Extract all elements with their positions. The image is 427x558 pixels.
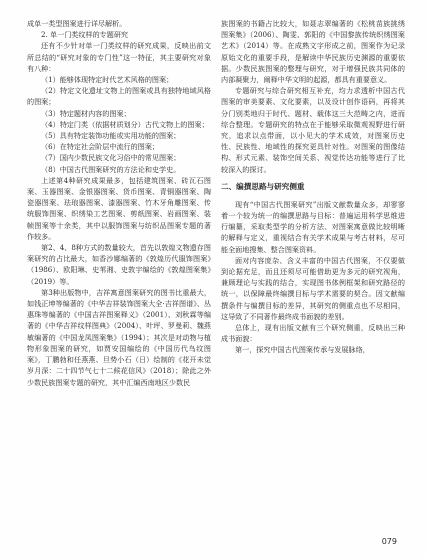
paragraph: （2）特定文化遗址文物上的图案或具有独特地域风格的图案； [27,86,211,107]
paragraph: 第2、4、8种方式的数量较大，首先以敦煌文物遗存图案研究的占比最大，如香沙娜编著的《敦煌历代服饰图案》（1986）、欧阳琳、史苇湘、史敦宇编绘的《敦煌图案集》（2019）等。 [27,243,211,286]
paragraph: （1）能够体现特定时代艺术风格的图案； [41,75,174,85]
section-heading: 二、编撰思路与研究侧重 [221,181,305,191]
paragraph: （6）在特定社会阶层中流行的图案； [41,142,160,152]
paragraph: 第3种出版物中，吉祥寓意图案研究的图书比重最大，如钱正坤等编著的《中华吉祥装饰图案大全·吉祥图谱》、丛惠珠等编著的《中国吉祥图案释义》（2001）、刘秋霖等编著的《中华吉祥纹样图典》（2004）、叶坪、罗曼莉、魏燕敏编著的《中国龙凤图案集》（1994）；其次是对动物与植物形象图案的研究，如贾安国编绘的《中国历代鸟纹图案》，丁鹏勃和任燕燕、旦势小石（日）绘制的《花开未觉岁月深：二十四节气七十二候花信风》（2018）；除此之外少数民族图案专题的研究，其中汇编西南地区少数民 [27,287,211,387]
paragraph: （3）特定题材内容的图案； [41,108,131,118]
paragraph: 2. 单一门类纹样的专题研究 [41,30,129,40]
paragraph: 族图案的书籍占比较大，如聂志翠编著的《松桃苗族挑绣图案集》（2006）、陶雯、郭阳的《中国黎族传统织绣图案艺术》（2014）等。在成熟文字形成之前，图案作为记录原始文化的重要手段，是解读中华民族历史渊源的重要依据。少数民族图案的整理与研究，对于增强民族共同体的内部凝聚力，阐释中华文明的起源，都具有重要意义。 [221,19,405,85]
paragraph: 现有“中国古代图案研究”出版文献数量众多，却寥寥着一个较为统一的编撰思路与目标：普遍运用科学思维进行编纂，采取类型学的分析方法、对图案寓意做比较明晰的解释与定义，重视结合有关学术成果与考古材料，尽可能全面地搜集、整合图案资料。 [221,199,405,254]
paragraph: 面对内容庞杂、含义丰富的中国古代图案，不仅要做到论据充足，而且还须尽可能借助更为多元的研究视角，兼顾理论与实践的结合，实现图书体例框架和研究路径的统一，以保障最终编撰目标与学术需要的契合。因文献编撰条件与编撰目标的差异，其研究的侧重点也不尽相同，这导致了不同著作最终成书面貌的差别。 [221,255,405,321]
paragraph: （5）具有特定装饰功能或实用功能的图案； [41,131,181,141]
paragraph: 总体上，现有出版文献有三个研究侧重，反映出三种成书面貌： [221,323,405,344]
page-number: 079 [381,537,397,546]
paragraph: 第一，探究中国古代图案传承与发展脉络， [235,345,370,355]
paragraph: （4）特定门类（依据材质划分）古代文物上的图案； [41,119,209,129]
paragraph: 成单一类型图案进行详尽解析。 [27,19,127,28]
paragraph: 上述第4种研究成果最多，包括建筑图案、砖瓦石图案、玉器图案、金银器图案、货币图案、青铜器图案、陶瓷器图案、珐琅器图案、漆器图案、竹木牙角雕图案、传统服饰图案、织绣染工艺图案、剪纸图案、岩画图案、装帧图案等十余类，其中以服饰图案与纺织品图案专题的著作较多。 [27,175,211,241]
paragraph: 还有不少针对单一门类纹样的研究成果，反映出前文所总结的“研究对象的专门性”这一特征，其主要研究对象有八种： [27,41,211,73]
paragraph: （7）国内少数民族文化习俗中的常见图案； [41,153,181,163]
paragraph: （8）中国古代图案研究的方法论和史学史。 [41,164,181,174]
left-column [27,18,211,388]
right-column [221,18,405,356]
paragraph: 专题研究与综合研究相互补充，均力求透析中国古代图案的审美要素、文化要素，以及设计创作语码，再将其分门别类地归于时代、题材、载体这三大范畴之内，进而综合整理。专题研究的特点在于能够采取微观视野进行研究，追求以点带面，以小见大的学术成效，对图案历史性、民族性、地域性的探究更具针对性。对图案的图像结构、形式元素、装饰空间关系、视觉传达功能等进行了比较深入的探讨。 [221,86,405,174]
